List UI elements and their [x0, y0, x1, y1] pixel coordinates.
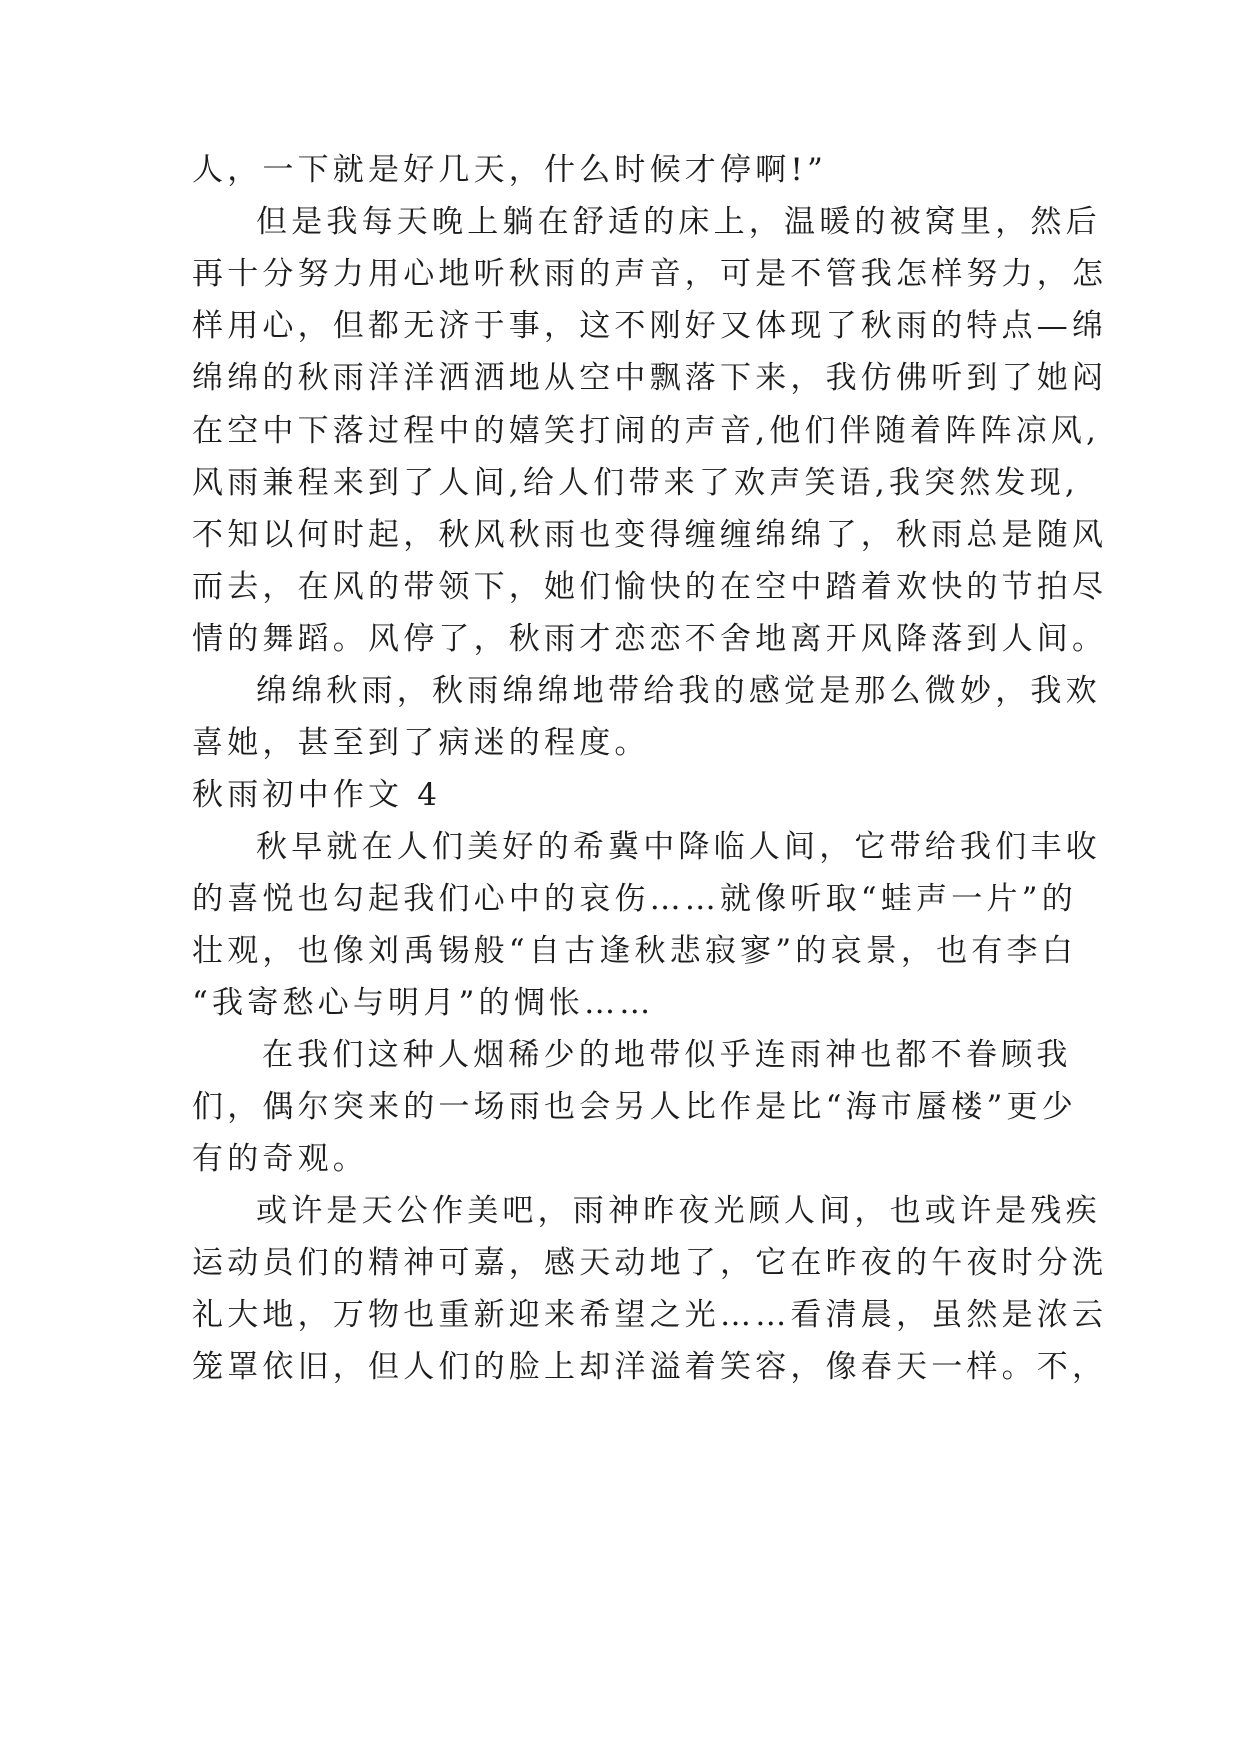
- text-line: 样用心，但都无济于事，这不刚好又体现了秋雨的特点—绵: [192, 308, 1108, 344]
- text-line: 有的奇观。: [192, 1141, 368, 1177]
- text-line: 绵绵的秋雨洋洋洒洒地从空中飘落下来，我仿佛听到了她闷: [192, 360, 1108, 396]
- section-heading: 秋雨初中作文 4: [192, 777, 442, 813]
- text-line: 礼大地，万物也重新迎来希望之光……看清晨，虽然是浓云: [192, 1297, 1108, 1333]
- paragraph-start-line: 但是我每天晚上躺在舒适的床上，温暖的被窝里，然后: [256, 204, 1101, 240]
- text-line: 而去，在风的带领下，她们愉快的在空中踏着欢快的节拍尽: [192, 569, 1108, 605]
- paragraph-start-line: 绵绵秋雨，秋雨绵绵地带给我的感觉是那么微妙，我欢: [256, 673, 1101, 709]
- text-line: 人，一下就是好几天，什么时候才停啊!”: [192, 152, 828, 188]
- text-line: 喜她，甚至到了病迷的程度。: [192, 725, 650, 761]
- text-line: 笼罩依旧，但人们的脸上却洋溢着笑容，像春天一样。不，: [192, 1349, 1108, 1385]
- paragraph-start-line: 在我们这种人烟稀少的地带似乎连雨神也都不眷顾我: [262, 1037, 1072, 1073]
- text-line: 情的舞蹈。风停了，秋雨才恋恋不舍地离开风降落到人间。: [192, 621, 1108, 657]
- text-line: 运动员们的精神可嘉，感天动地了，它在昨夜的午夜时分洗: [192, 1245, 1108, 1281]
- paragraph-start-line: 秋早就在人们美好的希冀中降临人间，它带给我们丰收: [256, 829, 1101, 865]
- text-line: 们，偶尔突来的一场雨也会另人比作是比“海市蜃楼”更少: [192, 1089, 1077, 1125]
- text-line: 再十分努力用心地听秋雨的声音，可是不管我怎样努力，怎: [192, 256, 1108, 292]
- text-line: 的喜悦也勾起我们心中的哀伤……就像听取“蛙声一片”的: [192, 881, 1077, 917]
- text-line: “我寄愁心与明月”的惆怅……: [192, 985, 655, 1021]
- text-line: 壮观，也像刘禹锡般“自古逢秋悲寂寥”的哀景，也有李白: [192, 933, 1077, 969]
- text-line: 在空中下落过程中的嬉笑打闹的声音,他们伴随着阵阵凉风,: [192, 413, 1101, 449]
- text-line: 不知以何时起，秋风秋雨也变得缠缠绵绵了，秋雨总是随风: [192, 517, 1108, 553]
- text-line: 风雨兼程来到了人间,给人们带来了欢声笑语,我突然发现,: [192, 465, 1079, 501]
- paragraph-start-line: 或许是天公作美吧，雨神昨夜光顾人间，也或许是残疾: [256, 1193, 1101, 1229]
